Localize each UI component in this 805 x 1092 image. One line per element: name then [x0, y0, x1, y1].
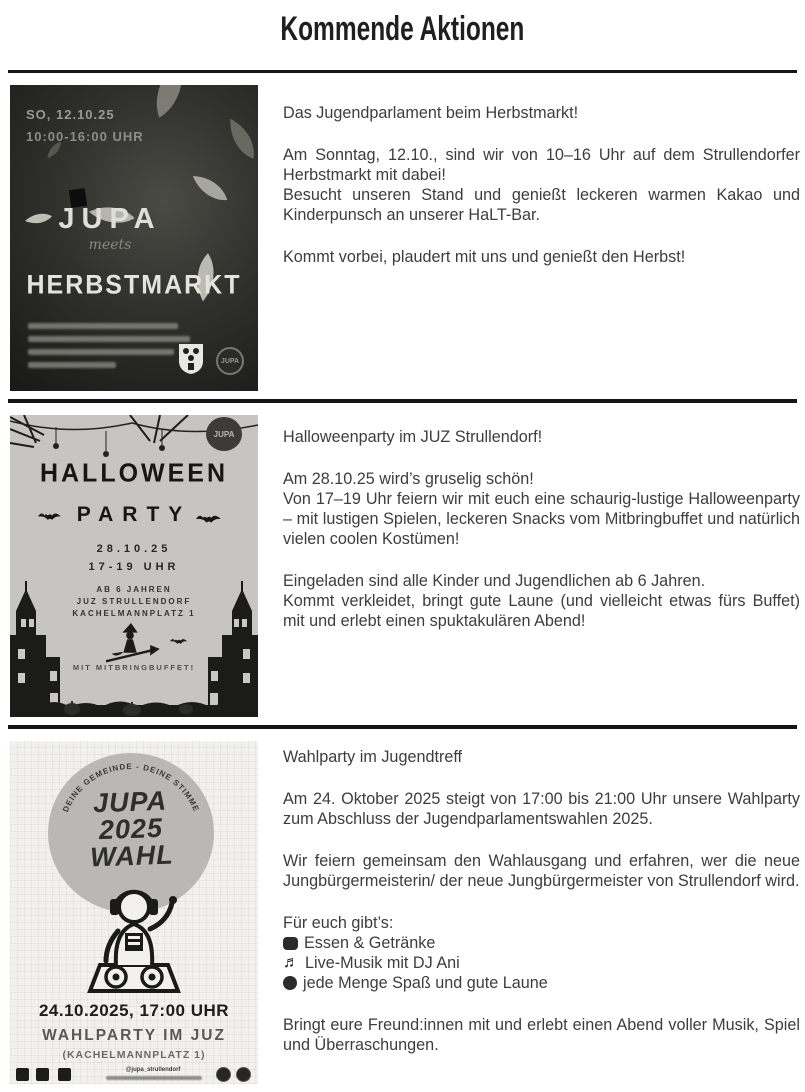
music-notes-emoji-icon: ♬	[283, 954, 299, 971]
round-logo	[236, 1067, 251, 1082]
event-section-wahlparty	[0, 729, 805, 1092]
wahlparty-text-block	[283, 741, 800, 1055]
year-line: 2025	[98, 812, 164, 846]
list-item	[283, 953, 800, 973]
poster-herbstmarkt-title: HERBSTMARKT	[26, 269, 242, 301]
eagle-logo	[36, 1068, 49, 1081]
bat-icon	[196, 513, 222, 524]
halloween-time: 17-19 UHR	[88, 561, 180, 573]
party-emoji-icon	[283, 976, 297, 990]
wahlparty-address-line: (KACHELMANNPLATZ 1)	[62, 1049, 206, 1061]
halloween-date: 28.10.25	[96, 543, 172, 555]
qr-logo	[58, 1068, 71, 1081]
event-paragraph: Am 24. Oktober 2025 steigt von 17:00 bis 21:00 Uhr unsere Wahlparty zum Abschluss der Jugendparlamentswahlen 2025.	[283, 790, 800, 828]
halloween-info-venue: JUZ STRULLENDORF	[76, 597, 192, 606]
poster-jupa-title: JUPA	[58, 203, 162, 235]
poster-date-label: SO, 12.10.25	[26, 107, 115, 122]
halloween-footer: MIT MITBRINGBUFFET!	[72, 663, 196, 672]
halloween-info-age: AB 6 JAHREN	[96, 585, 172, 594]
event-closing: Bringt eure Freund:innen mit und erlebt einen Abend voller Musik, Spiel und Überraschungen.	[283, 1016, 800, 1054]
poster-meets-script: meets	[88, 237, 132, 253]
municipal-crest-logo	[178, 343, 204, 375]
event-heading: Halloweenparty im JUZ Strullendorf!	[283, 428, 543, 446]
event-paragraph: Am Sonntag, 12.10., sind wir von 10–16 Uhr auf dem Strullendorfer Herbstmarkt mit dabei!	[283, 146, 800, 184]
event-paragraph: Von 17–19 Uhr feiern wir mit euch eine schaurig-lustige Halloweenparty – mit lustigen Spielen, leckeren Snacks vom Mitbringbuffet und natürlich vielen coolen Kostümen!	[283, 490, 800, 548]
party-title: PARTY	[76, 503, 192, 526]
list-item-text: jede Menge Spaß und gute Laune	[303, 974, 548, 992]
wahl-line: WAHL	[89, 839, 175, 873]
halloween-title: HALLOWEEN	[39, 458, 229, 488]
bat-icon	[38, 511, 62, 521]
svg-text:DEINE GEMEINDE - DEINE STIMME: DEINE GEMEINDE - DEINE STIMME	[61, 761, 201, 814]
list-item	[283, 933, 800, 953]
halloween-text-block	[283, 415, 800, 631]
event-paragraph: Am 28.10.25 wird’s gruselig schön!	[283, 470, 534, 488]
poster-fineprint-blurred	[28, 323, 190, 375]
wahlparty-poster-image	[10, 741, 258, 1084]
list-item-text: Live-Musik mit DJ Ani	[305, 954, 460, 972]
halloween-poster-image	[10, 415, 258, 717]
wahlparty-venue-line: WAHLPARTY IM JUZ	[42, 1027, 226, 1044]
event-paragraph: Besucht unseren Stand und genießt leckeren warmen Kakao und Kinderpunsch an unserer HaLT-Bar.	[283, 186, 800, 224]
jupa-round-logo: JUPA	[216, 347, 244, 375]
jupa-wahl-title	[47, 786, 216, 873]
list-item-text: Essen & Getränke	[304, 934, 436, 952]
event-heading: Das Jugendparlament beim Herbstmarkt!	[283, 104, 579, 122]
jupa-round-logo: JUPA	[206, 417, 242, 451]
event-paragraph: Wir feiern gemeinsam den Wahlausgang und erfahren, wer die neue Jungbürgermeisterin/ der neue Jungbürgermeister von Strullendorf wird.	[283, 852, 800, 890]
dj-figure-icon	[72, 869, 196, 995]
poster-time-label: 10:00-16:00 UHR	[26, 129, 144, 144]
event-paragraph: Kommt verkleidet, bringt gute Laune (und vielleicht etwas fürs Buffet) mit und erlebt einen spuktakulären Abend!	[283, 592, 800, 630]
herbstmarkt-text-block	[283, 85, 800, 267]
list-intro: Für euch gibt’s:	[283, 914, 394, 932]
burger-emoji-icon	[283, 937, 298, 950]
contact-blurred-line	[106, 1076, 202, 1080]
herbstmarkt-poster-image	[10, 85, 258, 391]
wahlparty-footer-row	[10, 1067, 258, 1084]
wahlparty-date-line: 24.10.2025, 17:00 UHR	[38, 1001, 230, 1020]
page-title	[0, 0, 805, 70]
jupa-line: JUPA	[92, 785, 168, 819]
event-paragraph: Kommt vorbei, plaudert mit uns und genießt den Herbst!	[283, 248, 686, 266]
event-section-halloween	[0, 403, 805, 725]
instagram-handle: @jupa_strullendorf	[125, 1067, 181, 1073]
list-item	[283, 973, 800, 993]
crest-logo	[16, 1068, 29, 1081]
round-logo	[216, 1067, 231, 1082]
page-title-text: Kommende Aktionen	[280, 10, 525, 48]
pumpkin-patch-decoration	[10, 691, 258, 717]
event-paragraph: Eingeladen sind alle Kinder und Jugendlichen ab 6 Jahren.	[283, 572, 706, 590]
halloween-info-address: KACHELMANNPLATZ 1	[72, 609, 196, 618]
event-heading: Wahlparty im Jugendtreff	[283, 748, 463, 766]
event-section-herbstmarkt	[0, 73, 805, 399]
